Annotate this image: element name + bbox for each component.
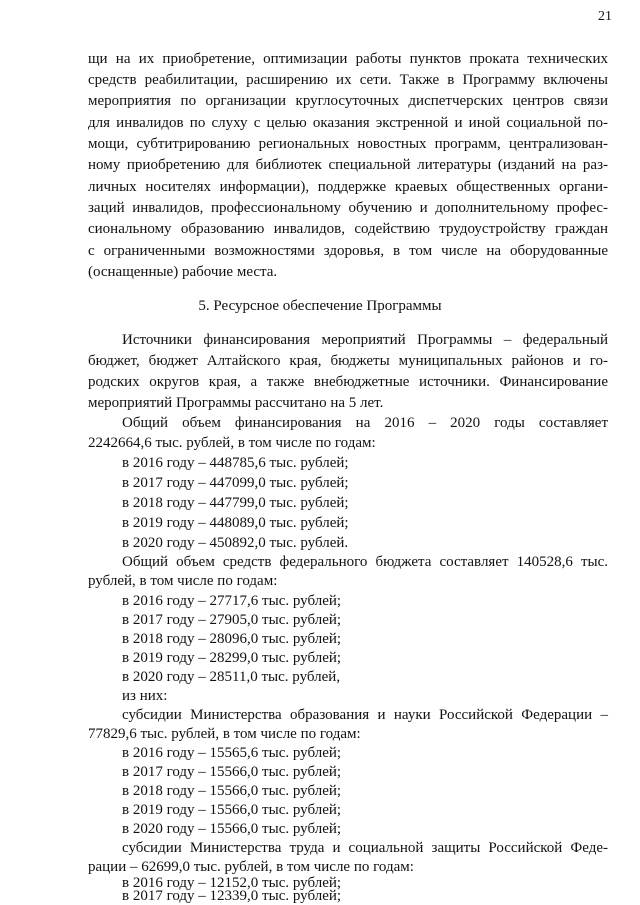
paragraph-line: мероприятий Программы рассчитано на 5 лет.	[88, 395, 384, 411]
paragraph-line: мощи, субтитрированию региональных новостных программ, централизован-	[88, 136, 608, 152]
federal-year-item: в 2016 году – 27717,6 тыс. рублей;	[122, 593, 342, 609]
paragraph-line: личных носителях информации), поддержке краевых общественных органи-	[88, 179, 608, 195]
total-funding-line: 2242664,6 тыс. рублей, в том числе по годам:	[88, 435, 376, 451]
total-year-item: в 2019 году – 448089,0 тыс. рублей;	[122, 515, 349, 531]
paragraph-line: родских округов края, а также внебюджетные источники. Финансирование	[88, 374, 608, 390]
total-year-item: в 2017 году – 447099,0 тыс. рублей;	[122, 475, 349, 491]
paragraph-line: бюджет, бюджет Алтайского края, бюджеты муниципальных районов и го-	[88, 353, 608, 369]
of-which-label: из них:	[122, 688, 168, 704]
paragraph-line: ному приобретению для библиотек специальной литературы (изданий на раз-	[88, 157, 608, 173]
education-year-item: в 2017 году – 15566,0 тыс. рублей;	[122, 764, 342, 780]
page-number: 21	[598, 9, 612, 24]
paragraph-line: (оснащенные) рабочие места.	[88, 264, 278, 280]
paragraph-line: средств реабилитации, расширению их сети. Также в Программу включены	[88, 72, 608, 88]
paragraph-line: щи на их приобретение, оптимизации работы пунктов проката технических	[88, 51, 608, 67]
education-year-item: в 2016 году – 15565,6 тыс. рублей;	[122, 745, 342, 761]
education-subsidy-line: субсидии Министерства образования и науки Российской Федерации –	[122, 707, 608, 723]
education-year-item: в 2019 году – 15566,0 тыс. рублей;	[122, 802, 342, 818]
section-heading: 5. Ресурсное обеспечение Программы	[198, 298, 442, 314]
federal-budget-line: рублей, в том числе по годам:	[88, 573, 278, 589]
federal-year-item: в 2019 году – 28299,0 тыс. рублей;	[122, 650, 342, 666]
labour-year-item: в 2016 году – 12152,0 тыс. рублей;	[122, 875, 342, 891]
federal-budget-line: Общий объем средств федерального бюджета составляет 140528,6 тыс.	[122, 554, 608, 570]
labour-subsidy-line: субсидии Министерства труда и социальной защиты Российской Феде-	[122, 840, 608, 856]
paragraph-line: с ограниченными возможностями здоровья, в том числе на оборудованные	[88, 243, 608, 259]
federal-year-item: в 2020 году – 28511,0 тыс. рублей,	[122, 669, 341, 685]
total-funding-line: Общий объем финансирования на 2016 – 2020 годы составляет	[122, 415, 608, 431]
federal-year-item: в 2018 году – 28096,0 тыс. рублей;	[122, 631, 342, 647]
paragraph-line: сиональному образованию инвалидов, содействию трудоустройству граждан	[88, 221, 608, 237]
paragraph-line: мероприятия по организации круглосуточных диспетчерских центров связи	[88, 93, 608, 109]
education-year-item: в 2020 году – 15566,0 тыс. рублей;	[122, 821, 342, 837]
education-year-item: в 2018 году – 15566,0 тыс. рублей;	[122, 783, 342, 799]
paragraph-line: Источники финансирования мероприятий Программы – федеральный	[122, 332, 608, 348]
labour-subsidy-line: рации – 62699,0 тыс. рублей, в том числе по годам:	[88, 859, 414, 875]
labour-year-item: в 2017 году – 12339,0 тыс. рублей;	[122, 888, 342, 904]
total-year-item: в 2020 году – 450892,0 тыс. рублей.	[122, 535, 349, 551]
federal-year-item: в 2017 году – 27905,0 тыс. рублей;	[122, 612, 342, 628]
paragraph-line: заций инвалидов, профессиональному обучению и дополнительному профес-	[88, 200, 608, 216]
education-subsidy-line: 77829,6 тыс. рублей, в том числе по годам:	[88, 726, 361, 742]
paragraph-line: для инвалидов по слуху с целью оказания экстренной и иной социальной по-	[88, 115, 608, 131]
total-year-item: в 2016 году – 448785,6 тыс. рублей;	[122, 455, 349, 471]
total-year-item: в 2018 году – 447799,0 тыс. рублей;	[122, 495, 349, 511]
